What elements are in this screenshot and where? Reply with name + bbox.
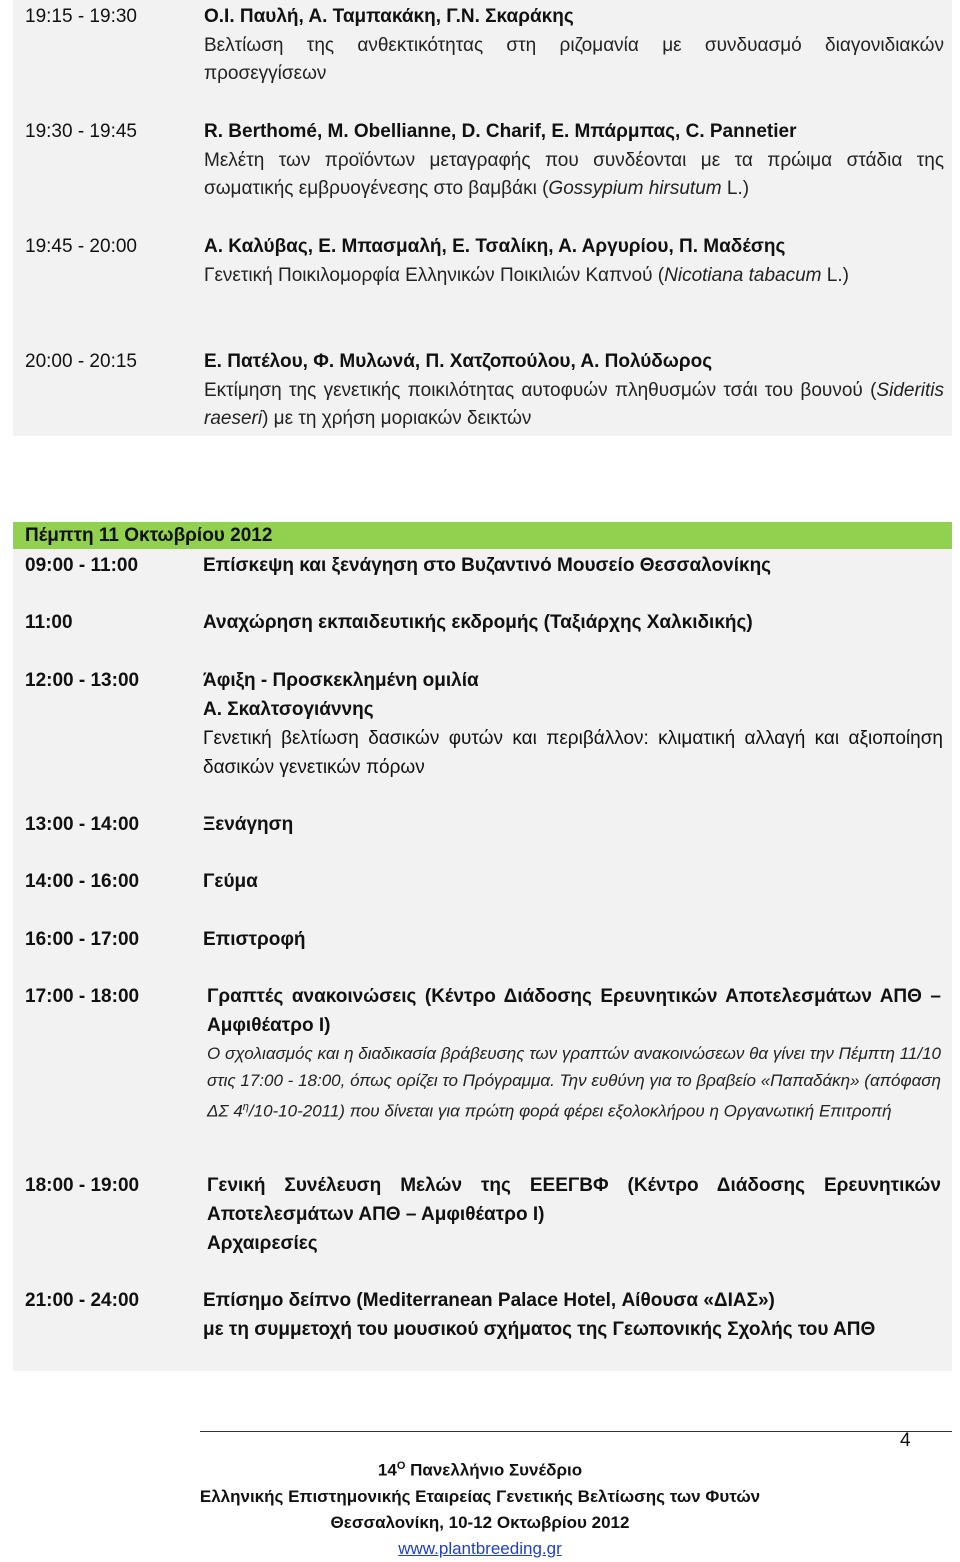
schedule-time: 13:00 - 14:00: [25, 814, 140, 835]
schedule-text: Γεύμα: [203, 871, 258, 892]
schedule-text: Γραπτές ανακοινώσεις (Κέντρο Διάδοσης Ερευνητικών Αποτελεσμάτων ΑΠΘ – Αμφιθέατρο Ι): [207, 986, 941, 1036]
schedule-time: 09:00 - 11:00: [25, 555, 139, 576]
schedule-text: Άφιξη - Προσκεκλημένη ομιλία: [203, 670, 479, 691]
invited-talk-title: Γενετική βελτίωση δασικών φυτών και περιβάλλον: κλιματική αλλαγή και αξιοποίηση δασικών γενετικών πόρων: [203, 728, 943, 778]
schedule-text: Επίσκεψη και ξενάγηση στο Βυζαντινό Μουσείο Θεσσαλονίκης: [203, 555, 772, 576]
society-name: Ελληνικής Επιστημονικής Εταιρείας Γενετικής Βελτίωσης των Φυτών: [199, 1486, 761, 1506]
schedule-time: 12:00 - 13:00: [25, 670, 140, 691]
species-name: Sideritis raeseri: [204, 379, 944, 429]
species-name: Gossypium hirsutum: [548, 178, 722, 199]
talk-time: 20:00 - 20:15: [25, 351, 137, 372]
website-link[interactable]: www.plantbreeding.gr: [398, 1538, 562, 1558]
schedule-text: Ξενάγηση: [203, 814, 294, 835]
species-name: Nicotiana tabacum: [664, 264, 822, 286]
schedule-extra: με τη συμμετοχή του μουσικού σχήματος της Γεωπονικής Σχολής του ΑΠΘ: [203, 1319, 876, 1340]
schedule-time: 14:00 - 16:00: [25, 871, 140, 892]
talk-time: 19:45 - 20:00: [25, 236, 137, 257]
schedule-text: Επιστροφή: [203, 929, 306, 950]
invited-speaker: Α. Σκαλτσογιάννης: [203, 699, 374, 720]
schedule-extra: Αρχαιρεσίες: [207, 1233, 318, 1254]
schedule-time: 11:00: [25, 612, 73, 633]
conference-title: $14^O$ Πανελλήνιο Συνέδριο: [377, 1460, 583, 1480]
talk-authors: R. Berthomé, M. Obellianne, D. Charif, E. Μπάρμπας, C. Pannetier: [204, 121, 797, 142]
talk-authors: Α. Καλύβας, Ε. Μπασμαλή, Ε. Τσαλίκη, Α. Αργυρίου, Π. Μαδέσης: [204, 236, 786, 257]
talks-table: [13, 0, 952, 436]
schedule-text: Επίσημο δείπνο (Mediterranean Palace Hotel, Αίθουσα «ΔΙΑΣ»): [203, 1290, 775, 1311]
place-date: Θεσσαλονίκη, 10-12 Οκτωβρίου 2012: [330, 1512, 630, 1532]
talk-title: Γενετική Ποικιλομορφία Ελληνικών Ποικιλιών Καπνού (Nicotiana tabacum L.): [204, 264, 849, 286]
schedule-note: Ο σχολιασμός και η διαδικασία βράβευσης των γραπτών ανακοινώσεων θα γίνει την Πέμπτη 11/10 στις 17:00 - 18:00, όπως ορίζει το Πρόγραμμα. Την ευθύνη για το βραβείο «Παπαδάκη» (απόφαση ΔΣ $4^\eta/10-10-2011$) που δίνεται για πρώτη φορά φέρει εξολοκλήρου η Οργανωτική Επιτροπή: [207, 1044, 941, 1121]
footer-divider: [200, 1431, 952, 1432]
day-header-label: Πέμπτη 11 Οκτωβρίου 2012: [25, 525, 273, 546]
talk-time: 19:30 - 19:45: [25, 121, 137, 142]
talk-time: 19:15 - 19:30: [25, 6, 137, 27]
schedule-time: 21:00 - 24:00: [25, 1290, 140, 1311]
footer: [0, 1453, 960, 1562]
talk-title: Βελτίωση της ανθεκτικότητας στη ριζομανία με συνδυασμό διαγονιδιακών προσεγγίσεων: [204, 34, 944, 84]
day-header: [13, 522, 952, 549]
schedule-table: [13, 549, 952, 1371]
page-number: 4: [900, 1430, 911, 1451]
schedule-text: Γενική Συνέλευση Μελών της ΕΕΕΓΒΦ (Κέντρο Διάδοσης Ερευνητικών Αποτελεσμάτων ΑΠΘ – Αμφιθέατρο Ι): [207, 1175, 941, 1225]
talk-authors: Ε. Πατέλου, Φ. Μυλωνά, Π. Χατζοπούλου, Α. Πολύδωρος: [204, 351, 713, 372]
talk-title: Εκτίμηση της γενετικής ποικιλότητας αυτοφυών πληθυσμών τσάι του βουνού (Sideritis raeseri) με τη χρήση μοριακών δεικτών: [204, 379, 944, 429]
schedule-text: Αναχώρηση εκπαιδευτικής εκδρομής (Ταξιάρχης Χαλκιδικής): [203, 612, 753, 633]
talk-title: Μελέτη των προϊόντων μεταγραφής που συνδέονται με τα πρώιμα στάδια της σωματικής εμβρυογένεσης στο βαμβάκι (Gossypium hirsutum L.): [204, 149, 944, 199]
schedule-time: 16:00 - 17:00: [25, 929, 140, 950]
schedule-time: 18:00 - 19:00: [25, 1175, 140, 1196]
talk-authors: Ο.Ι. Παυλή, Α. Ταμπακάκη, Γ.Ν. Σκαράκης: [204, 6, 574, 27]
schedule-time: 17:00 - 18:00: [25, 986, 140, 1007]
